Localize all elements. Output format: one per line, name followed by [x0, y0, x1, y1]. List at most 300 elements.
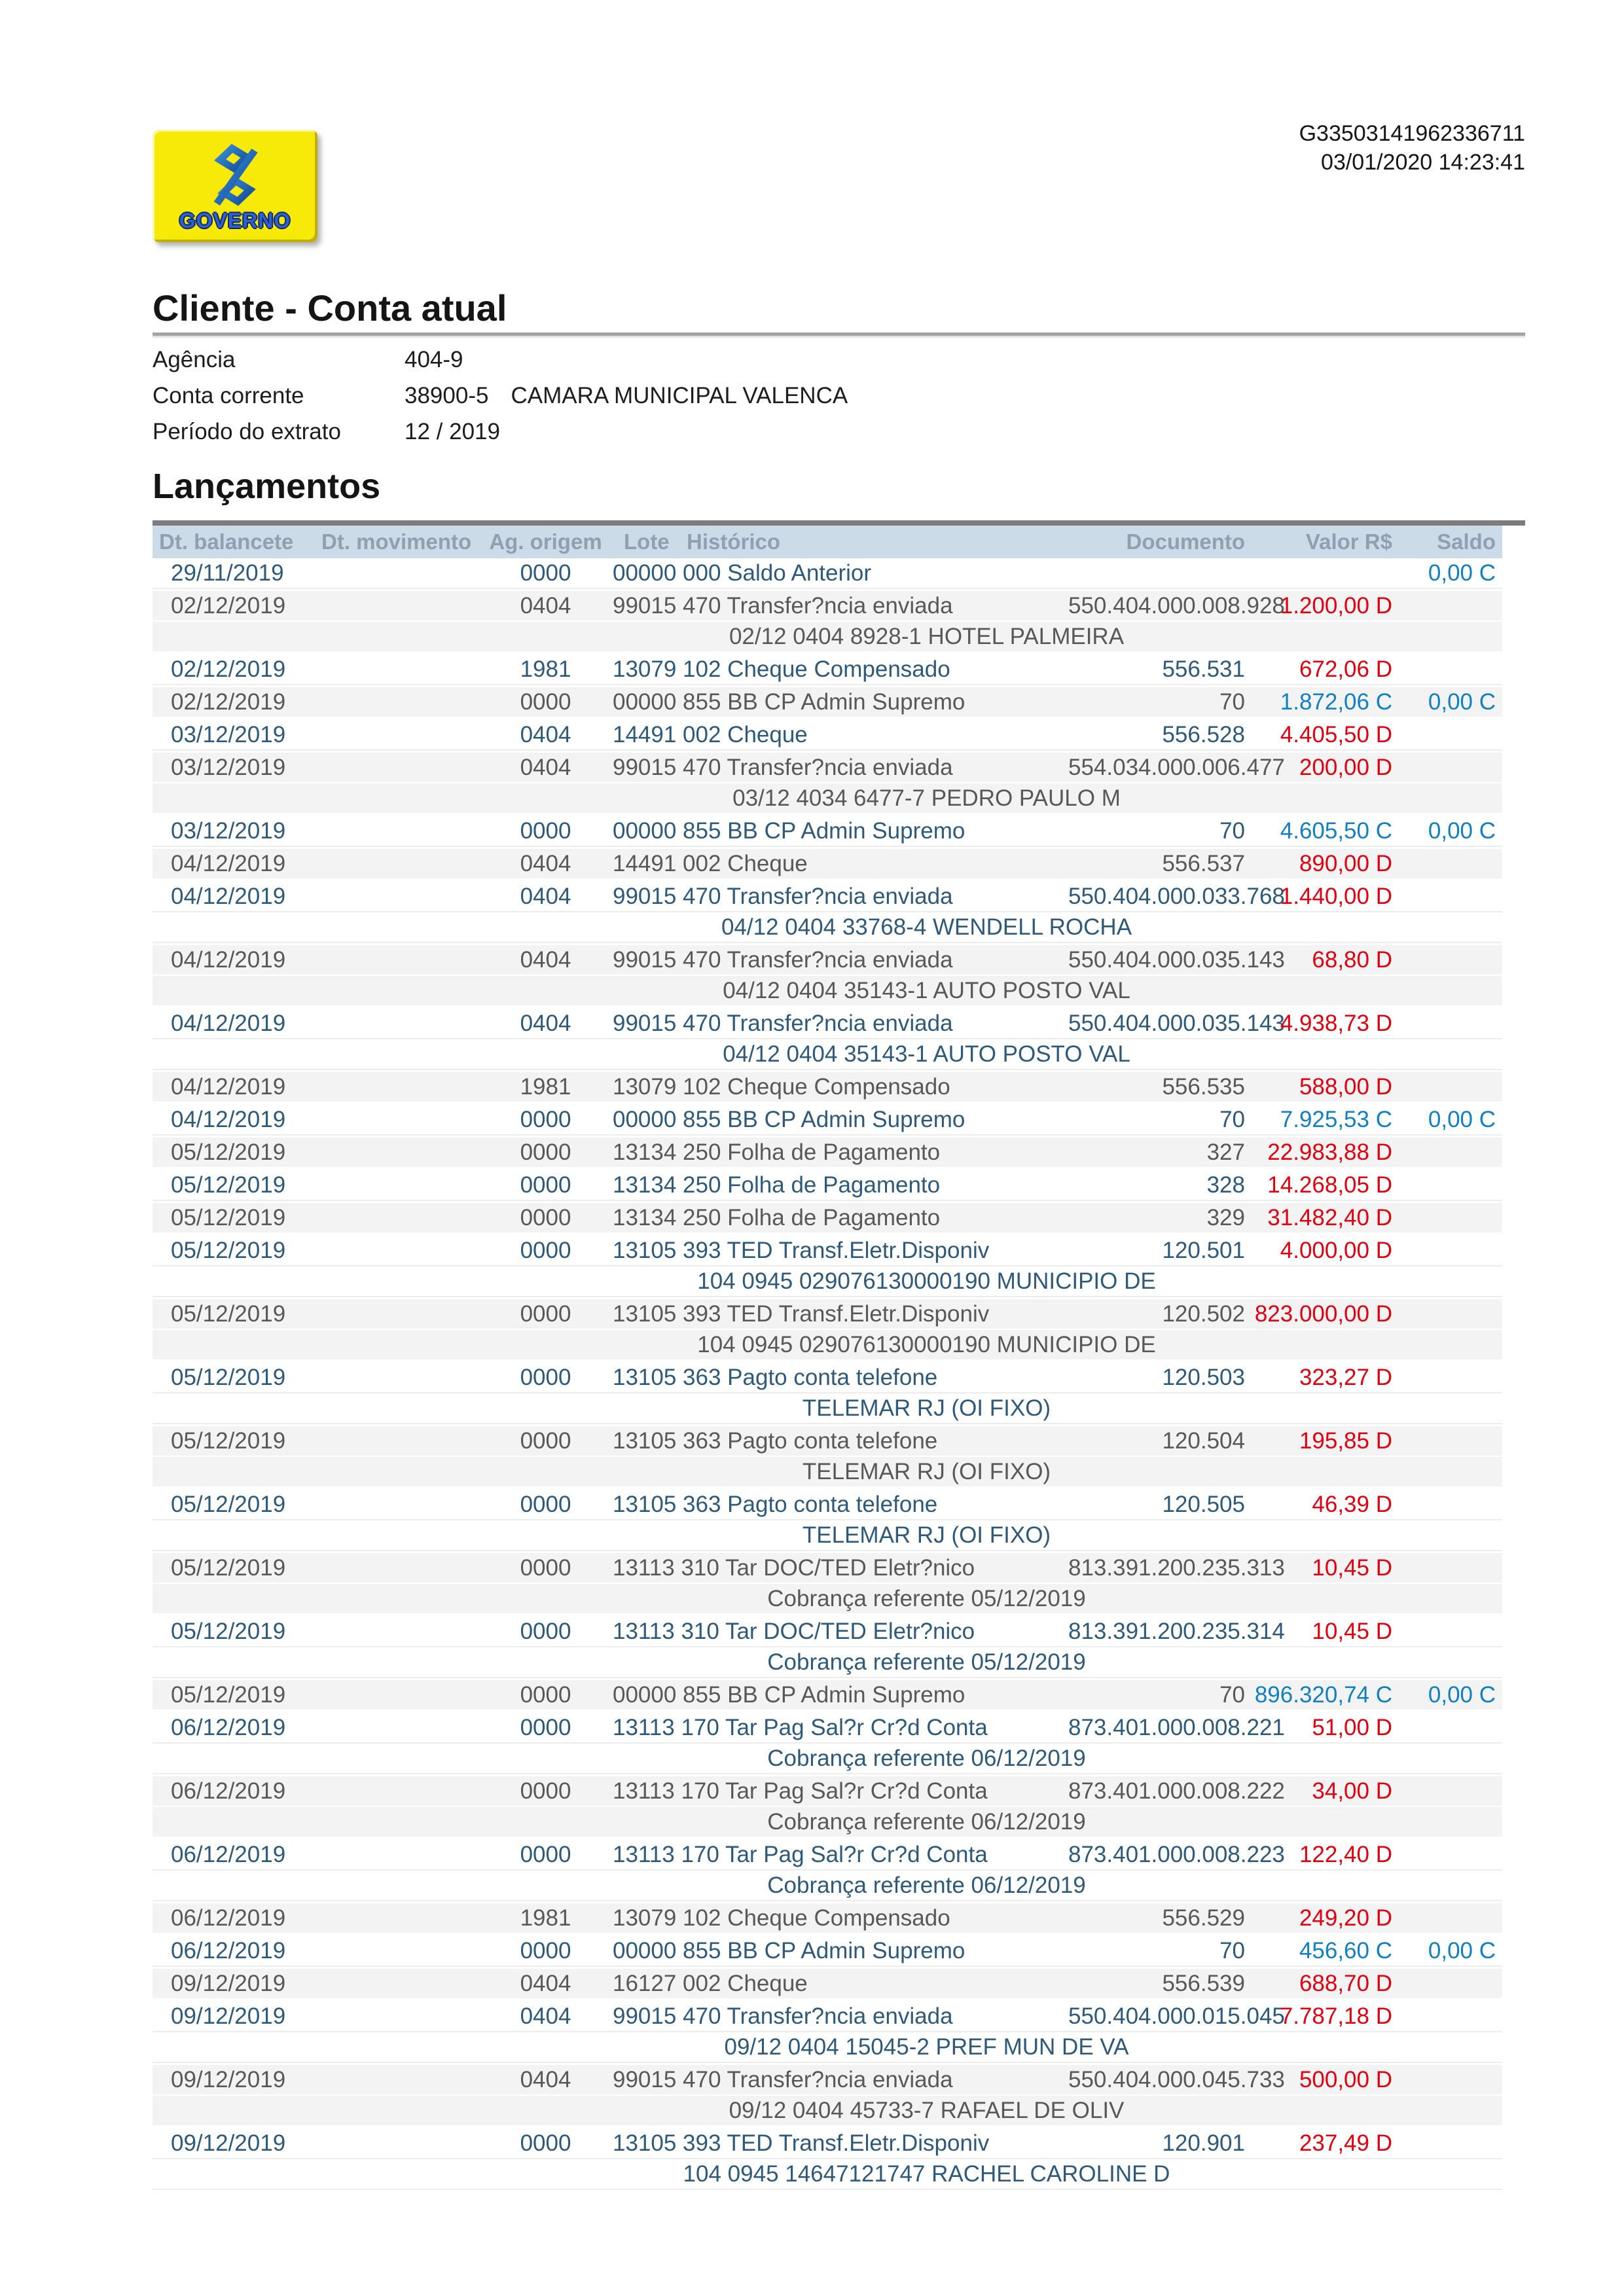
transaction-block	[153, 2065, 1525, 2126]
cell-valor	[1245, 1365, 1392, 1391]
cell-ag-origem: 0000	[520, 1172, 571, 1198]
cell-lote-historico: 99015 470 Transfer?ncia enviada	[613, 946, 953, 973]
cell-dt-balancete: 06/12/2019	[171, 1778, 286, 1804]
debit-value: 195,85 D	[1299, 1427, 1392, 1454]
transaction-block	[153, 655, 1525, 685]
transaction-block	[153, 1072, 1525, 1103]
cell-documento: 328	[1206, 1172, 1245, 1198]
cell-valor	[1245, 1682, 1392, 1708]
cell-dt-balancete: 02/12/2019	[171, 689, 286, 715]
cell-dt-balancete: 04/12/2019	[171, 946, 286, 973]
table-row	[153, 655, 1502, 685]
table-row	[153, 753, 1502, 783]
table-row	[153, 1072, 1502, 1103]
transaction-block	[153, 1553, 1525, 1615]
cell-valor	[1245, 1428, 1392, 1454]
cell-valor	[1245, 1107, 1392, 1133]
cell-ag-origem: 0000	[520, 1491, 571, 1517]
table-row	[153, 1713, 1502, 1744]
cell-lote-historico: 00000 855 BB CP Admin Supremo	[613, 817, 965, 844]
cell-ag-origem: 0000	[520, 560, 571, 586]
cell-dt-balancete: 09/12/2019	[171, 2003, 286, 2029]
cell-lote-historico: 99015 470 Transfer?ncia enviada	[613, 592, 953, 619]
cell-lote-historico: 13134 250 Folha de Pagamento	[613, 1204, 941, 1230]
debit-value: 672,06 D	[1299, 656, 1392, 682]
table-row-detail	[153, 2032, 1502, 2063]
cell-detail-text: Cobrança referente 05/12/2019	[767, 1585, 1086, 1611]
credit-value: 4.605,50 C	[1280, 817, 1392, 844]
col-dt-movimento: Dt. movimento	[321, 529, 472, 554]
table-row	[153, 1680, 1502, 1711]
table-row-detail	[153, 1807, 1502, 1838]
cell-detail-text: 104 0945 029076130000190 MUNICIPIO DE	[697, 1268, 1156, 1294]
transaction-block	[153, 1903, 1525, 1934]
cell-documento: 120.901	[1162, 2130, 1245, 2156]
cell-valor	[1245, 1011, 1392, 1037]
cell-valor	[1245, 851, 1392, 877]
debit-value: 1.200,00 D	[1280, 592, 1392, 619]
cell-lote-historico: 00000 855 BB CP Admin Supremo	[613, 1937, 965, 1964]
cell-documento: 556.535	[1162, 1073, 1245, 1100]
table-row	[153, 1426, 1502, 1457]
cell-valor	[1245, 593, 1392, 619]
transaction-block	[153, 1203, 1525, 1234]
cell-valor	[1245, 2003, 1392, 2030]
table-row-detail	[153, 2159, 1502, 2190]
transaction-block	[153, 1713, 1525, 1774]
col-documento: Documento	[1126, 529, 1245, 554]
bank-logo	[153, 130, 317, 242]
transaction-block	[153, 2001, 1525, 2063]
info-row-agencia	[153, 342, 848, 378]
cell-ag-origem: 0404	[520, 754, 571, 780]
cell-documento: 813.391.200.235.314	[1068, 1618, 1285, 1644]
cell-documento: 120.504	[1162, 1427, 1245, 1454]
debit-value: 68,80 D	[1312, 946, 1392, 973]
cell-lote-historico: 99015 470 Transfer?ncia enviada	[613, 754, 953, 780]
cell-valor	[1245, 1555, 1392, 1581]
table-row	[153, 849, 1502, 880]
cell-valor	[1245, 722, 1392, 748]
cell-valor	[1245, 947, 1392, 973]
debit-value: 823.000,00 D	[1254, 1300, 1392, 1327]
cell-documento: 550.404.000.015.045	[1068, 2003, 1285, 2029]
debit-value: 51,00 D	[1312, 1714, 1392, 1740]
table-row	[153, 1776, 1502, 1807]
debit-value: 10,45 D	[1312, 1618, 1392, 1644]
cell-dt-balancete: 04/12/2019	[171, 850, 286, 876]
cell-documento: 120.503	[1162, 1364, 1245, 1390]
col-historico: Histórico	[687, 529, 781, 554]
table-row	[153, 1490, 1502, 1520]
table-header	[153, 526, 1502, 558]
page-title: Cliente - Conta atual	[153, 287, 507, 329]
cell-dt-balancete: 09/12/2019	[171, 1970, 286, 1996]
table-row	[153, 945, 1502, 976]
periodo-label: Período do extrato	[153, 418, 341, 444]
table-row	[153, 1138, 1502, 1168]
cell-lote-historico: 13113 170 Tar Pag Sal?r Cr?d Conta	[613, 1778, 988, 1804]
info-row-conta-corrente	[153, 378, 848, 414]
cell-detail-text: 09/12 0404 45733-7 RAFAEL DE OLIV	[729, 2097, 1125, 2123]
cell-saldo: 0,00 C	[1428, 1106, 1496, 1132]
agencia-value: 404-9	[405, 346, 463, 372]
table-row-detail	[153, 1647, 1502, 1678]
transaction-block	[153, 882, 1525, 943]
cell-ag-origem: 0404	[520, 2003, 571, 2029]
cell-valor	[1245, 656, 1392, 683]
table-row-detail	[153, 1584, 1502, 1615]
table-row-detail	[153, 1520, 1502, 1551]
col-valor: Valor R$	[1305, 529, 1392, 554]
debit-value: 500,00 D	[1299, 2066, 1392, 2092]
table-row	[153, 1936, 1502, 1967]
cell-dt-balancete: 09/12/2019	[171, 2130, 286, 2156]
bank-emblem-icon	[201, 141, 269, 209]
debit-value: 122,40 D	[1299, 1841, 1392, 1867]
cell-valor	[1245, 2130, 1392, 2157]
cell-ag-origem: 0404	[520, 721, 571, 747]
debit-value: 4.000,00 D	[1280, 1237, 1392, 1263]
transaction-block	[153, 1680, 1525, 1711]
cell-detail-text: Cobrança referente 06/12/2019	[767, 1808, 1086, 1835]
debit-value: 22.983,88 D	[1267, 1139, 1392, 1165]
debit-value: 588,00 D	[1299, 1073, 1392, 1100]
cell-documento: 556.537	[1162, 850, 1245, 876]
cell-saldo: 0,00 C	[1428, 1681, 1496, 1708]
cell-detail-text: Cobrança referente 05/12/2019	[767, 1649, 1086, 1675]
cell-documento: 556.531	[1162, 656, 1245, 682]
transaction-block	[153, 849, 1525, 880]
cell-documento: 550.404.000.008.928	[1068, 592, 1285, 619]
transaction-block	[153, 2128, 1525, 2190]
cell-dt-balancete: 04/12/2019	[171, 1073, 286, 1100]
cell-ag-origem: 0000	[520, 1139, 571, 1165]
cell-valor	[1245, 1715, 1392, 1741]
debit-value: 14.268,05 D	[1267, 1172, 1392, 1198]
cell-valor	[1245, 689, 1392, 715]
cell-documento: 70	[1219, 1937, 1245, 1964]
cell-documento: 70	[1219, 1106, 1245, 1132]
cell-documento: 327	[1206, 1139, 1245, 1165]
table-row-detail	[153, 1330, 1502, 1361]
cell-ag-origem: 1981	[520, 1073, 571, 1100]
table-row	[153, 2065, 1502, 2096]
cell-dt-balancete: 05/12/2019	[171, 1364, 286, 1390]
cell-documento: 70	[1219, 817, 1245, 844]
cell-lote-historico: 99015 470 Transfer?ncia enviada	[613, 1010, 953, 1036]
cell-documento: 550.404.000.035.143	[1068, 946, 1285, 973]
table-row	[153, 1363, 1502, 1393]
transaction-block	[153, 558, 1525, 589]
cell-saldo: 0,00 C	[1428, 1937, 1496, 1964]
cell-ag-origem: 0000	[520, 1778, 571, 1804]
conta-corrente-label: Conta corrente	[153, 382, 304, 408]
cell-valor	[1245, 1492, 1392, 1518]
cell-ag-origem: 0404	[520, 850, 571, 876]
transaction-block	[153, 591, 1525, 653]
cell-valor	[1245, 1842, 1392, 1868]
cell-ag-origem: 0000	[520, 689, 571, 715]
table-row-detail	[153, 2096, 1502, 2126]
cell-lote-historico: 14491 002 Cheque	[613, 850, 808, 876]
cell-documento: 550.404.000.033.768	[1068, 883, 1285, 909]
cell-valor	[1245, 1172, 1392, 1198]
cell-valor	[1245, 755, 1392, 781]
cell-dt-balancete: 02/12/2019	[171, 656, 286, 682]
table-row	[153, 591, 1502, 622]
cell-documento: 556.539	[1162, 1970, 1245, 1996]
transaction-block	[153, 1363, 1525, 1424]
cell-ag-origem: 0404	[520, 1010, 571, 1036]
debit-value: 34,00 D	[1312, 1778, 1392, 1804]
cell-detail-text: 104 0945 14647121747 RACHEL CAROLINE D	[683, 2161, 1170, 2187]
table-row	[153, 2001, 1502, 2032]
cell-valor	[1245, 1074, 1392, 1100]
cell-dt-balancete: 03/12/2019	[171, 721, 286, 747]
cell-ag-origem: 0000	[520, 1714, 571, 1740]
transaction-block	[153, 1170, 1525, 1201]
cell-dt-balancete: 05/12/2019	[171, 1554, 286, 1581]
cell-dt-balancete: 04/12/2019	[171, 1106, 286, 1132]
cell-detail-text: 04/12 0404 35143-1 AUTO POSTO VAL	[723, 977, 1130, 1003]
table-row	[153, 1969, 1502, 2000]
table-row	[153, 1203, 1502, 1234]
cell-documento: 70	[1219, 1681, 1245, 1708]
section-title-lancamentos: Lançamentos	[153, 467, 381, 506]
debit-value: 688,70 D	[1299, 1970, 1392, 1996]
cell-valor	[1245, 1905, 1392, 1931]
transaction-block	[153, 1840, 1525, 1901]
cell-detail-text: 04/12 0404 33768-4 WENDELL ROCHA	[721, 914, 1132, 940]
cell-detail-text: 04/12 0404 35143-1 AUTO POSTO VAL	[723, 1041, 1130, 1067]
table-row	[153, 816, 1502, 847]
periodo-value: 12 / 2019	[405, 418, 500, 444]
cell-ag-origem: 0404	[520, 1970, 571, 1996]
account-holder-name: CAMARA MUNICIPAL VALENCA	[511, 382, 848, 408]
cell-saldo: 0,00 C	[1428, 817, 1496, 844]
transaction-block	[153, 1236, 1525, 1297]
cell-dt-balancete: 05/12/2019	[171, 1681, 286, 1708]
table-row	[153, 720, 1502, 751]
cell-valor	[1245, 1971, 1392, 1997]
transaction-block	[153, 1936, 1525, 1967]
debit-value: 890,00 D	[1299, 850, 1392, 876]
cell-documento: 70	[1219, 689, 1245, 715]
cell-detail-text: 104 0945 029076130000190 MUNICIPIO DE	[697, 1331, 1156, 1357]
debit-value: 7.787,18 D	[1280, 2003, 1392, 2029]
cell-dt-balancete: 05/12/2019	[171, 1139, 286, 1165]
cell-lote-historico: 00000 000 Saldo Anterior	[613, 560, 872, 586]
col-saldo: Saldo	[1437, 529, 1496, 554]
cell-documento: 873.401.000.008.221	[1068, 1714, 1285, 1740]
cell-documento: 554.034.000.006.477	[1068, 754, 1285, 780]
cell-dt-balancete: 05/12/2019	[171, 1300, 286, 1327]
cell-documento: 329	[1206, 1204, 1245, 1230]
cell-dt-balancete: 05/12/2019	[171, 1427, 286, 1454]
agencia-label: Agência	[153, 346, 236, 372]
col-lote: Lote	[624, 529, 670, 554]
cell-documento: 120.502	[1162, 1300, 1245, 1327]
transaction-block	[153, 1969, 1525, 2000]
cell-dt-balancete: 06/12/2019	[171, 1905, 286, 1931]
cell-documento: 556.528	[1162, 721, 1245, 747]
cell-lote-historico: 13113 170 Tar Pag Sal?r Cr?d Conta	[613, 1841, 988, 1867]
transaction-block	[153, 1776, 1525, 1838]
cell-ag-origem: 0000	[520, 1300, 571, 1327]
cell-valor	[1245, 1139, 1392, 1166]
cell-detail-text: 02/12 0404 8928-1 HOTEL PALMEIRA	[729, 623, 1125, 649]
cell-ag-origem: 0404	[520, 592, 571, 619]
cell-ag-origem: 0404	[520, 2066, 571, 2092]
debit-value: 237,49 D	[1299, 2130, 1392, 2156]
cell-valor	[1245, 884, 1392, 910]
debit-value: 4.405,50 D	[1280, 721, 1392, 747]
cell-valor	[1245, 1778, 1392, 1804]
cell-dt-balancete: 05/12/2019	[171, 1491, 286, 1517]
table-row-detail	[153, 622, 1502, 653]
transaction-block	[153, 720, 1525, 751]
table-row	[153, 882, 1502, 912]
cell-documento: 873.401.000.008.222	[1068, 1778, 1285, 1804]
conta-corrente-value: 38900-5	[405, 382, 489, 408]
cell-detail-text: TELEMAR RJ (OI FIXO)	[802, 1395, 1051, 1421]
cell-lote-historico: 99015 470 Transfer?ncia enviada	[613, 883, 953, 909]
cell-documento: 873.401.000.008.223	[1068, 1841, 1285, 1867]
cell-ag-origem: 0404	[520, 883, 571, 909]
debit-value: 4.938,73 D	[1280, 1010, 1392, 1036]
cell-lote-historico: 16127 002 Cheque	[613, 1970, 808, 1996]
cell-lote-historico: 13105 393 TED Transf.Eletr.Disponiv	[613, 2130, 990, 2156]
cell-dt-balancete: 05/12/2019	[171, 1618, 286, 1644]
cell-lote-historico: 00000 855 BB CP Admin Supremo	[613, 1106, 965, 1132]
cell-detail-text: 03/12 4034 6477-7 PEDRO PAULO M	[732, 785, 1121, 811]
cell-saldo: 0,00 C	[1428, 689, 1496, 715]
cell-lote-historico: 13105 363 Pagto conta telefone	[613, 1364, 938, 1390]
cell-lote-historico: 14491 002 Cheque	[613, 721, 808, 747]
cell-dt-balancete: 05/12/2019	[171, 1237, 286, 1263]
cell-valor	[1245, 1938, 1392, 1964]
cell-lote-historico: 99015 470 Transfer?ncia enviada	[613, 2066, 953, 2092]
table-row	[153, 558, 1502, 589]
cell-saldo: 0,00 C	[1428, 560, 1496, 586]
transaction-block	[153, 687, 1525, 718]
cell-ag-origem: 0000	[520, 1427, 571, 1454]
table-row-detail	[153, 783, 1502, 814]
debit-value: 31.482,40 D	[1267, 1204, 1392, 1230]
cell-ag-origem: 0404	[520, 946, 571, 973]
table-row	[153, 2128, 1502, 2159]
cell-lote-historico: 13079 102 Cheque Compensado	[613, 656, 950, 682]
transaction-block	[153, 1490, 1525, 1551]
cell-ag-origem: 0000	[520, 817, 571, 844]
transaction-block	[153, 1105, 1525, 1136]
cell-lote-historico: 13113 310 Tar DOC/TED Eletr?nico	[613, 1554, 975, 1581]
cell-valor	[1245, 1301, 1392, 1327]
cell-detail-text: TELEMAR RJ (OI FIXO)	[802, 1522, 1051, 1548]
account-info	[153, 342, 848, 450]
table-row-detail	[153, 1393, 1502, 1424]
cell-documento: 550.404.000.045.733	[1068, 2066, 1285, 2092]
cell-dt-balancete: 06/12/2019	[171, 1714, 286, 1740]
cell-lote-historico: 13105 363 Pagto conta telefone	[613, 1491, 938, 1517]
table-row	[153, 1840, 1502, 1871]
debit-value: 1.440,00 D	[1280, 883, 1392, 909]
table-row	[153, 1553, 1502, 1584]
cell-lote-historico: 13079 102 Cheque Compensado	[613, 1905, 950, 1931]
cell-dt-balancete: 03/12/2019	[171, 817, 286, 844]
cell-detail-text: 09/12 0404 15045-2 PREF MUN DE VA	[724, 2034, 1129, 2060]
table-body	[153, 558, 1525, 2190]
cell-dt-balancete: 04/12/2019	[171, 883, 286, 909]
table-row-detail	[153, 1744, 1502, 1774]
credit-value: 7.925,53 C	[1280, 1106, 1392, 1132]
col-ag-origem: Ag. origem	[489, 529, 602, 554]
cell-dt-balancete: 05/12/2019	[171, 1172, 286, 1198]
transaction-block	[153, 816, 1525, 847]
transaction-block	[153, 1426, 1525, 1488]
cell-ag-origem: 0000	[520, 1204, 571, 1230]
cell-dt-balancete: 02/12/2019	[171, 592, 286, 619]
table-row	[153, 1170, 1502, 1201]
transaction-block	[153, 1617, 1525, 1678]
divider	[153, 332, 1525, 338]
cell-valor	[1245, 1619, 1392, 1645]
cell-lote-historico: 99015 470 Transfer?ncia enviada	[613, 2003, 953, 2029]
transaction-block	[153, 945, 1525, 1007]
cell-ag-origem: 0000	[520, 1237, 571, 1263]
table-row-detail	[153, 976, 1502, 1007]
table-row	[153, 1105, 1502, 1136]
cell-ag-origem: 0000	[520, 1681, 571, 1708]
credit-value: 1.872,06 C	[1280, 689, 1392, 715]
cell-lote-historico: 00000 855 BB CP Admin Supremo	[613, 1681, 965, 1708]
cell-documento: 120.501	[1162, 1237, 1245, 1263]
cell-lote-historico: 13113 170 Tar Pag Sal?r Cr?d Conta	[613, 1714, 988, 1740]
table-row-detail	[153, 912, 1502, 943]
cell-documento: 550.404.000.035.143	[1068, 1010, 1285, 1036]
cell-lote-historico: 13105 393 TED Transf.Eletr.Disponiv	[613, 1237, 990, 1263]
cell-ag-origem: 1981	[520, 1905, 571, 1931]
cell-lote-historico: 00000 855 BB CP Admin Supremo	[613, 689, 965, 715]
document-number: G33503141962336711	[1299, 121, 1525, 146]
cell-detail-text: Cobrança referente 06/12/2019	[767, 1872, 1086, 1898]
cell-lote-historico: 13079 102 Cheque Compensado	[613, 1073, 950, 1100]
transactions-table	[153, 520, 1525, 2192]
cell-dt-balancete: 09/12/2019	[171, 2066, 286, 2092]
col-dt-balancete: Dt. balancete	[159, 529, 294, 554]
cell-dt-balancete: 29/11/2019	[171, 560, 284, 586]
transaction-block	[153, 1299, 1525, 1361]
debit-value: 46,39 D	[1312, 1491, 1392, 1517]
cell-lote-historico: 13105 393 TED Transf.Eletr.Disponiv	[613, 1300, 990, 1327]
credit-value: 456,60 C	[1299, 1937, 1392, 1964]
cell-valor	[1245, 1238, 1392, 1264]
generated-datetime: 03/01/2020 14:23:41	[1321, 150, 1525, 175]
table-row	[153, 1236, 1502, 1266]
logo-governo-label: GOVERNO	[179, 209, 291, 232]
table-row	[153, 1903, 1502, 1934]
transaction-block	[153, 1138, 1525, 1168]
cell-ag-origem: 0000	[520, 1554, 571, 1581]
cell-ag-origem: 0000	[520, 1618, 571, 1644]
cell-lote-historico: 13134 250 Folha de Pagamento	[613, 1139, 941, 1165]
table-row	[153, 687, 1502, 718]
cell-ag-origem: 0000	[520, 1106, 571, 1132]
debit-value: 249,20 D	[1299, 1905, 1392, 1931]
credit-value: 896.320,74 C	[1254, 1681, 1392, 1708]
debit-value: 323,27 D	[1299, 1364, 1392, 1390]
